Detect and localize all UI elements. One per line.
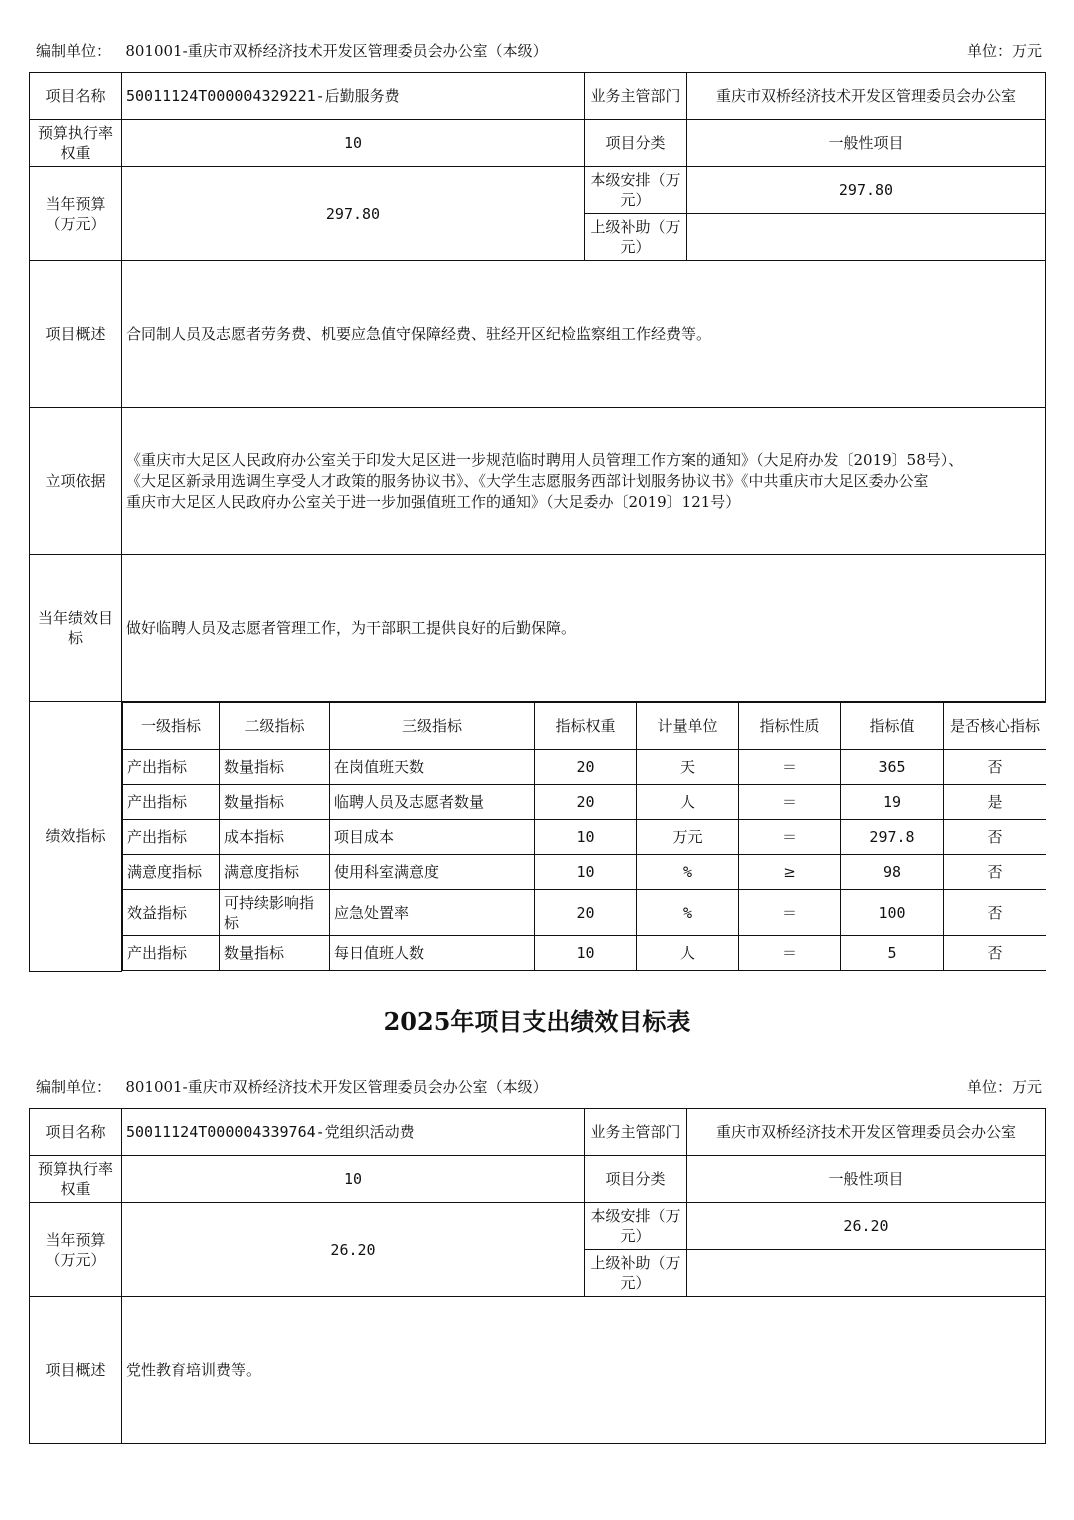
indicator-label: 绩效指标	[30, 702, 122, 972]
unit-name: 801001-重庆市双桥经济技术开发区管理委员会办公室（本级）	[125, 1078, 548, 1096]
cell-level2: 满意度指标	[220, 855, 330, 890]
basis-text	[122, 408, 1046, 555]
cell-core: 否	[944, 855, 1046, 890]
cell-level1: 满意度指标	[123, 855, 220, 890]
basis-line: 重庆市大足区人民政府办公室关于进一步加强值班工作的通知》（大足委办〔2019〕121号）	[126, 492, 741, 511]
project-name-label: 项目名称	[30, 73, 122, 120]
header-level2: 二级指标	[220, 703, 330, 750]
weight-value: 10	[122, 1156, 585, 1203]
project-name-label: 项目名称	[30, 1109, 122, 1156]
header-value: 指标值	[841, 703, 944, 750]
cell-weight: 10	[535, 820, 637, 855]
cell-value: 297.8	[841, 820, 944, 855]
upper-label: 上级补助（万元）	[585, 214, 687, 261]
currency-unit: 单位：万元	[966, 1078, 1042, 1096]
category-label: 项目分类	[585, 1156, 687, 1203]
local-value: 297.80	[687, 167, 1046, 214]
weight-label: 预算执行率权重	[30, 120, 122, 167]
document-title: 2025年项目支出绩效目标表	[383, 1007, 691, 1036]
unit-name: 801001-重庆市双桥经济技术开发区管理委员会办公室（本级）	[125, 42, 548, 60]
cell-level3: 临聘人员及志愿者数量	[330, 785, 535, 820]
dept-value: 重庆市双桥经济技术开发区管理委员会办公室	[687, 73, 1046, 120]
basis-label: 立项依据	[30, 408, 122, 555]
cell-unit: %	[637, 855, 739, 890]
cell-level1: 产出指标	[123, 936, 220, 971]
cell-unit: %	[637, 890, 739, 936]
unit-line-1	[36, 40, 1042, 62]
header-level1: 一级指标	[123, 703, 220, 750]
upper-label: 上级补助（万元）	[585, 1250, 687, 1297]
header-level3: 三级指标	[330, 703, 535, 750]
project-name: 50011124T000004339764-党组织活动费	[122, 1109, 585, 1156]
goal-label: 当年绩效目标	[30, 555, 122, 702]
cell-core: 否	[944, 750, 1046, 785]
cell-level2: 数量指标	[220, 936, 330, 971]
header-nature: 指标性质	[739, 703, 841, 750]
cell-weight: 20	[535, 890, 637, 936]
cell-core: 是	[944, 785, 1046, 820]
budget-value: 297.80	[122, 167, 585, 261]
header-core: 是否核心指标	[944, 703, 1046, 750]
cell-value: 98	[841, 855, 944, 890]
cell-value: 5	[841, 936, 944, 971]
unit-line-2	[36, 1076, 1042, 1098]
local-label: 本级安排（万元）	[585, 1203, 687, 1250]
cell-level2: 成本指标	[220, 820, 330, 855]
cell-unit: 人	[637, 936, 739, 971]
table-row	[123, 936, 1046, 971]
indicator-header-row	[123, 703, 1046, 750]
budget-label: 当年预算（万元）	[30, 167, 122, 261]
cell-nature: ＝	[739, 785, 841, 820]
currency-unit: 单位：万元	[966, 42, 1042, 60]
header-unit: 计量单位	[637, 703, 739, 750]
local-value: 26.20	[687, 1203, 1046, 1250]
budget-value: 26.20	[122, 1203, 585, 1297]
category-value: 一般性项目	[687, 120, 1046, 167]
cell-level1: 产出指标	[123, 820, 220, 855]
cell-nature: ＝	[739, 820, 841, 855]
cell-weight: 10	[535, 936, 637, 971]
performance-table-1	[29, 72, 1046, 972]
table-row	[123, 890, 1046, 936]
table-row	[123, 785, 1046, 820]
cell-weight: 20	[535, 750, 637, 785]
cell-level2: 数量指标	[220, 750, 330, 785]
cell-level3: 在岗值班天数	[330, 750, 535, 785]
weight-value: 10	[122, 120, 585, 167]
cell-unit: 人	[637, 785, 739, 820]
cell-core: 否	[944, 890, 1046, 936]
cell-unit: 天	[637, 750, 739, 785]
cell-level1: 产出指标	[123, 785, 220, 820]
table-row	[123, 750, 1046, 785]
basis-line: 《重庆市大足区人民政府办公室关于印发大足区进一步规范临时聘用人员管理工作方案的通知》（大足府办发〔2019〕58号）、	[126, 450, 964, 469]
unit-label: 编制单位：	[36, 1078, 112, 1096]
cell-nature: ＝	[739, 750, 841, 785]
local-label: 本级安排（万元）	[585, 167, 687, 214]
header-weight: 指标权重	[535, 703, 637, 750]
indicator-table	[122, 702, 1046, 971]
overview-text: 合同制人员及志愿者劳务费、机要应急值守保障经费、驻经开区纪检监察组工作经费等。	[122, 261, 1046, 408]
table-row	[123, 820, 1046, 855]
cell-level3: 使用科室满意度	[330, 855, 535, 890]
cell-level3: 项目成本	[330, 820, 535, 855]
cell-core: 否	[944, 936, 1046, 971]
overview-label: 项目概述	[30, 261, 122, 408]
cell-level3: 每日值班人数	[330, 936, 535, 971]
cell-weight: 20	[535, 785, 637, 820]
dept-value: 重庆市双桥经济技术开发区管理委员会办公室	[687, 1109, 1046, 1156]
upper-value	[687, 214, 1046, 261]
category-value: 一般性项目	[687, 1156, 1046, 1203]
overview-label: 项目概述	[30, 1297, 122, 1444]
upper-value	[687, 1250, 1046, 1297]
project-name: 50011124T000004329221-后勤服务费	[122, 73, 585, 120]
cell-level2: 数量指标	[220, 785, 330, 820]
cell-level1: 效益指标	[123, 890, 220, 936]
cell-nature: ≥	[739, 855, 841, 890]
dept-label: 业务主管部门	[585, 73, 687, 120]
budget-label: 当年预算（万元）	[30, 1203, 122, 1297]
cell-value: 19	[841, 785, 944, 820]
basis-line: 《大足区新录用选调生享受人才政策的服务协议书》、《大学生志愿服务西部计划服务协议书》《中共重庆市大足区委办公室	[126, 471, 929, 490]
cell-level3: 应急处置率	[330, 890, 535, 936]
cell-weight: 10	[535, 855, 637, 890]
cell-value: 365	[841, 750, 944, 785]
table-row	[123, 855, 1046, 890]
cell-level2: 可持续影响指标	[220, 890, 330, 936]
cell-core: 否	[944, 820, 1046, 855]
cell-nature: ＝	[739, 936, 841, 971]
weight-label: 预算执行率权重	[30, 1156, 122, 1203]
dept-label: 业务主管部门	[585, 1109, 687, 1156]
indicator-section	[122, 702, 1046, 972]
goal-text: 做好临聘人员及志愿者管理工作，为干部职工提供良好的后勤保障。	[122, 555, 1046, 702]
cell-value: 100	[841, 890, 944, 936]
overview-text: 党性教育培训费等。	[122, 1297, 1046, 1444]
cell-nature: ＝	[739, 890, 841, 936]
cell-level1: 产出指标	[123, 750, 220, 785]
cell-unit: 万元	[637, 820, 739, 855]
category-label: 项目分类	[585, 120, 687, 167]
performance-table-2	[29, 1108, 1046, 1444]
unit-label: 编制单位：	[36, 42, 112, 60]
